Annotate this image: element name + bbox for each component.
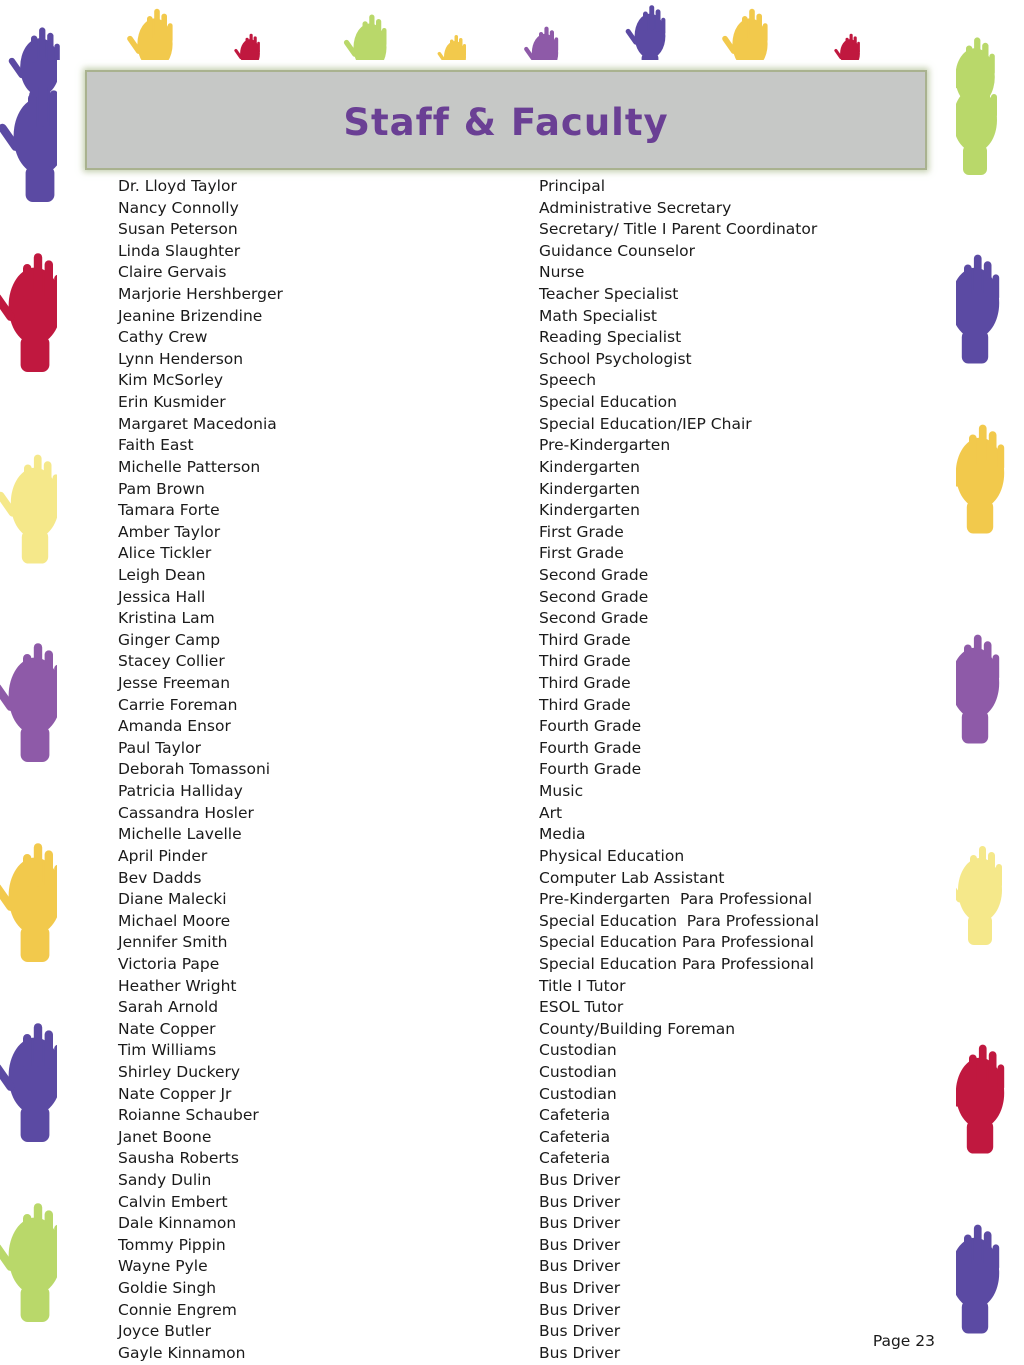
staff-role: Special Education Para Professional <box>539 933 814 952</box>
staff-role: County/Building Foreman <box>539 1019 736 1038</box>
staff-role: Bus Driver <box>539 1235 621 1254</box>
list-item <box>118 695 918 717</box>
staff-role: Second Grade <box>539 565 649 584</box>
staff-name: Marjorie Hershberger <box>118 285 283 304</box>
staff-role: Administrative Secretary <box>539 198 732 217</box>
list-item <box>118 1105 918 1127</box>
staff-role: Guidance Counselor <box>539 241 696 260</box>
staff-name: Sandy Dulin <box>118 1171 212 1190</box>
list-item <box>118 241 918 263</box>
hand-icon <box>0 253 61 372</box>
list-item <box>118 911 918 933</box>
list-item <box>118 306 918 328</box>
staff-name: Carrie Foreman <box>118 695 238 714</box>
staff-name: Tamara Forte <box>118 501 220 520</box>
staff-role: Third Grade <box>539 630 631 649</box>
list-item <box>118 1062 918 1084</box>
title-banner <box>85 70 927 170</box>
staff-role: Pre-Kindergarten Para Professional <box>539 890 813 909</box>
staff-role: First Grade <box>539 522 624 541</box>
staff-name: Nate Copper <box>118 1019 216 1038</box>
staff-role: Kindergarten <box>539 479 640 498</box>
staff-name: Kim McSorley <box>118 371 224 390</box>
staff-role: Bus Driver <box>539 1343 621 1362</box>
list-item <box>118 522 918 544</box>
staff-name: Tim Williams <box>118 1041 217 1060</box>
staff-name: Jennifer Smith <box>118 933 228 952</box>
staff-name: Deborah Tomassoni <box>118 760 271 779</box>
staff-role: Bus Driver <box>539 1257 621 1276</box>
staff-name: Sarah Arnold <box>118 998 219 1017</box>
staff-name: Jessica Hall <box>118 587 206 606</box>
staff-name: Kristina Lam <box>118 609 215 628</box>
list-item <box>118 976 918 998</box>
staff-name: Michelle Lavelle <box>118 825 242 844</box>
staff-role: Fourth Grade <box>539 717 642 736</box>
hand-icon <box>0 843 61 962</box>
staff-role: Custodian <box>539 1062 617 1081</box>
page-number: Page 23 <box>872 1332 935 1350</box>
staff-name: Amanda Ensor <box>118 717 231 736</box>
list-item <box>118 457 918 479</box>
staff-role: Music <box>539 782 584 801</box>
staff-role: Custodian <box>539 1041 617 1060</box>
staff-role: Art <box>539 803 563 822</box>
staff-role: Bus Driver <box>539 1192 621 1211</box>
staff-role: ESOL Tutor <box>539 998 624 1017</box>
staff-role: Principal <box>539 177 606 195</box>
staff-role: Special Education Para Professional <box>539 911 819 930</box>
staff-name: April Pinder <box>118 846 208 865</box>
list-item <box>118 954 918 976</box>
hand-icon <box>0 1203 61 1322</box>
list-item <box>118 1278 918 1300</box>
list-item <box>118 565 918 587</box>
staff-role: Nurse <box>539 263 585 282</box>
list-item <box>118 1321 918 1343</box>
staff-role: Computer Lab Assistant <box>539 868 725 887</box>
staff-name: Heather Wright <box>118 976 237 995</box>
list-item <box>118 846 918 868</box>
staff-role: Kindergarten <box>539 457 640 476</box>
staff-role: Pre-Kindergarten <box>539 436 671 455</box>
staff-role: Bus Driver <box>539 1322 621 1341</box>
list-item <box>118 479 918 501</box>
staff-role: Second Grade <box>539 609 649 628</box>
staff-name: Lynn Henderson <box>118 349 244 368</box>
staff-name: Faith East <box>118 436 194 455</box>
staff-name: Dale Kinnamon <box>118 1214 237 1233</box>
staff-name: Diane Malecki <box>118 890 227 909</box>
staff-role: Cafeteria <box>539 1149 611 1168</box>
staff-name: Erin Kusmider <box>118 393 226 412</box>
staff-name: Jesse Freeman <box>118 674 231 693</box>
staff-name: Dr. Lloyd Taylor <box>118 177 237 195</box>
staff-name: Jeanine Brizendine <box>118 306 263 325</box>
list-item <box>118 673 918 695</box>
list-item <box>118 1213 918 1235</box>
list-item <box>118 349 918 371</box>
hand-icon <box>0 455 59 564</box>
staff-name: Cassandra Hosler <box>118 803 254 822</box>
list-item <box>118 327 918 349</box>
list-item <box>118 500 918 522</box>
staff-role: Third Grade <box>539 652 631 671</box>
list-item <box>118 262 918 284</box>
list-item <box>118 868 918 890</box>
list-item <box>118 803 918 825</box>
staff-role: Reading Specialist <box>539 328 682 347</box>
list-item <box>118 543 918 565</box>
staff-name: Roianne Schauber <box>118 1106 259 1125</box>
list-item <box>118 1192 918 1214</box>
staff-role: Bus Driver <box>539 1214 621 1233</box>
list-item <box>118 219 918 241</box>
list-item <box>118 1127 918 1149</box>
staff-role: Media <box>539 825 586 844</box>
staff-role: Bus Driver <box>539 1171 621 1190</box>
staff-name: Janet Boone <box>118 1127 212 1146</box>
staff-name: Gayle Kinnamon <box>118 1343 246 1362</box>
list-item <box>118 198 918 220</box>
staff-role: Third Grade <box>539 674 631 693</box>
list-item <box>118 889 918 911</box>
list-item <box>118 435 918 457</box>
list-item <box>118 370 918 392</box>
staff-role: Second Grade <box>539 587 649 606</box>
staff-name: Ginger Camp <box>118 630 221 649</box>
staff-role: Cafeteria <box>539 1106 611 1125</box>
staff-role: School Psychologist <box>539 349 692 368</box>
list-item <box>118 414 918 436</box>
list-item <box>118 587 918 609</box>
list-item <box>118 759 918 781</box>
list-item <box>118 1148 918 1170</box>
staff-role: Special Education/IEP Chair <box>539 414 752 433</box>
staff-name: Margaret Macedonia <box>118 414 277 433</box>
staff-role: Teacher Specialist <box>539 285 679 304</box>
staff-name: Pam Brown <box>118 479 205 498</box>
list-item <box>118 284 918 306</box>
staff-name: Susan Peterson <box>118 220 238 239</box>
staff-name: Cathy Crew <box>118 328 208 347</box>
staff-role: Fourth Grade <box>539 760 642 779</box>
staff-name: Linda Slaughter <box>118 241 241 260</box>
list-item <box>118 1084 918 1106</box>
staff-role: Cafeteria <box>539 1127 611 1146</box>
staff-name: Tommy Pippin <box>118 1235 226 1254</box>
staff-role: Special Education <box>539 393 677 412</box>
staff-name: Calvin Embert <box>118 1192 228 1211</box>
list-item <box>118 716 918 738</box>
staff-role: Kindergarten <box>539 501 640 520</box>
list-item <box>118 1256 918 1278</box>
list-item <box>118 1300 918 1322</box>
staff-name: Goldie Singh <box>118 1279 217 1298</box>
staff-name: Nancy Connolly <box>118 198 239 217</box>
staff-name: Victoria Pape <box>118 954 220 973</box>
staff-role: Custodian <box>539 1084 617 1103</box>
list-item <box>118 1170 918 1192</box>
list-item <box>118 630 918 652</box>
staff-role: Bus Driver <box>539 1279 621 1298</box>
staff-role: Math Specialist <box>539 306 658 325</box>
list-item <box>118 1343 918 1365</box>
list-item <box>118 651 918 673</box>
staff-role: Special Education Para Professional <box>539 954 814 973</box>
hand-icon <box>0 1023 61 1142</box>
staff-name: Wayne Pyle <box>118 1257 208 1276</box>
staff-name: Patricia Halliday <box>118 782 243 801</box>
staff-name: Amber Taylor <box>118 522 221 541</box>
staff-name: Michelle Patterson <box>118 457 261 476</box>
list-item <box>118 824 918 846</box>
page-title: Staff & Faculty <box>343 100 669 144</box>
hand-icon <box>0 643 61 762</box>
list-item <box>118 176 918 198</box>
staff-name: Connie Engrem <box>118 1300 237 1319</box>
staff-role: Title I Tutor <box>539 976 626 995</box>
list-item <box>118 1235 918 1257</box>
list-item <box>118 932 918 954</box>
staff-role: Third Grade <box>539 695 631 714</box>
staff-role: Physical Education <box>539 846 685 865</box>
staff-role: Secretary/ Title I Parent Coordinator <box>539 220 818 239</box>
staff-role: First Grade <box>539 544 624 563</box>
staff-name: Alice Tickler <box>118 544 212 563</box>
staff-name: Claire Gervais <box>118 263 227 282</box>
list-item <box>118 1019 918 1041</box>
staff-name: Leigh Dean <box>118 565 206 584</box>
staff-list <box>118 176 918 1365</box>
staff-role: Bus Driver <box>539 1300 621 1319</box>
staff-role: Speech <box>539 371 597 390</box>
list-item <box>118 1040 918 1062</box>
list-item <box>118 781 918 803</box>
staff-role: Fourth Grade <box>539 738 642 757</box>
staff-name: Stacey Collier <box>118 652 225 671</box>
list-item <box>118 997 918 1019</box>
staff-name: Michael Moore <box>118 911 231 930</box>
staff-name: Joyce Butler <box>118 1322 211 1341</box>
staff-name: Sausha Roberts <box>118 1149 239 1168</box>
staff-name: Bev Dadds <box>118 868 202 887</box>
staff-name: Paul Taylor <box>118 738 201 757</box>
staff-name: Shirley Duckery <box>118 1062 241 1081</box>
list-item <box>118 392 918 414</box>
staff-name: Nate Copper Jr <box>118 1084 232 1103</box>
list-item <box>118 608 918 630</box>
list-item <box>118 738 918 760</box>
